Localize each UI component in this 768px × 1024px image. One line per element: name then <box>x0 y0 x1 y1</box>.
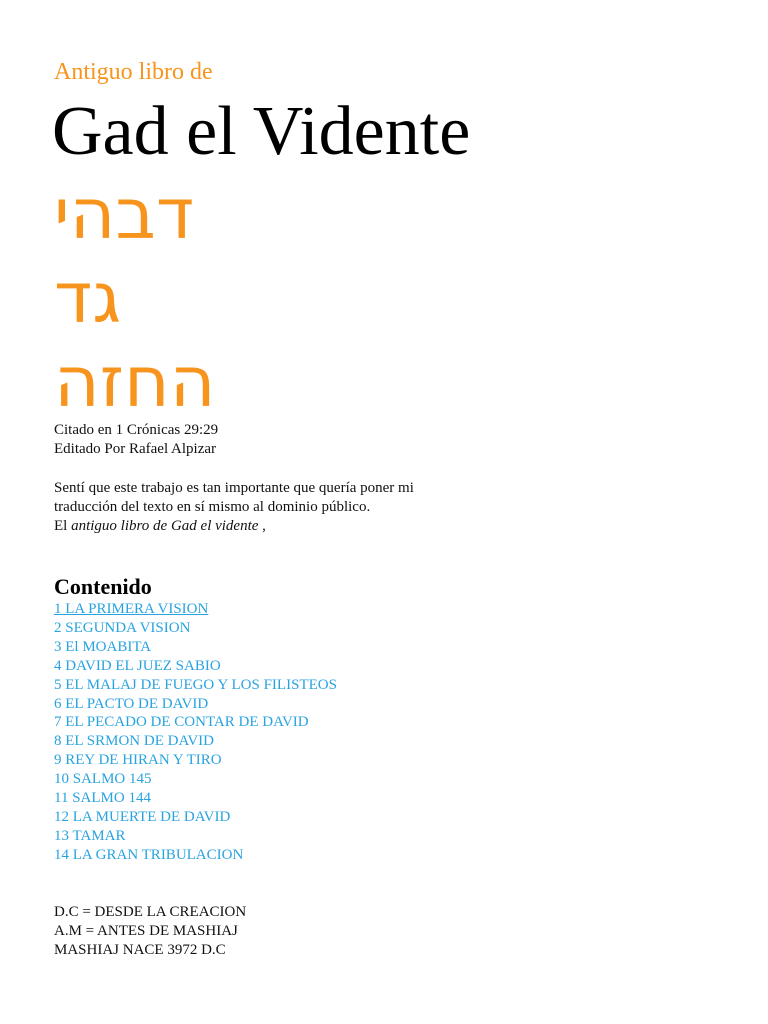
hebrew-title-block <box>54 172 734 424</box>
citation-block <box>54 421 734 459</box>
abbreviations-block <box>54 903 734 960</box>
citation-text: Citado en 1 Crónicas 29:29 <box>54 422 219 438</box>
table-of-contents <box>54 600 734 865</box>
hebrew-line-2: גד <box>54 257 122 339</box>
toc-link-6[interactable]: 6 EL PACTO DE DAVID <box>54 695 209 712</box>
abbreviation-mashiaj-birth: MASHIAJ NACE 3972 D.C <box>54 941 226 958</box>
toc-link-3[interactable]: 3 El MOABITA <box>54 638 152 655</box>
toc-link-4[interactable]: 4 DAVID EL JUEZ SABIO <box>54 657 221 674</box>
toc-link-8[interactable]: 8 EL SRMON DE DAVID <box>54 733 215 750</box>
toc-link-5[interactable]: 5 EL MALAJ DE FUEGO Y LOS FILISTEOS <box>54 676 337 693</box>
book-title: Gad el Vidente <box>52 93 471 170</box>
abbreviation-am: A.M = ANTES DE MASHIAJ <box>54 922 238 939</box>
toc-link-9[interactable]: 9 REY DE HIRAN Y TIRO <box>54 752 222 769</box>
toc-link-13[interactable]: 13 TAMAR <box>54 827 126 844</box>
toc-link-2[interactable]: 2 SEGUNDA VISION <box>54 619 191 636</box>
intro-line-3-prefix: El <box>54 518 72 534</box>
editor-text: Editado Por Rafael Alpizar <box>54 441 217 457</box>
intro-book-name: antiguo libro de Gad el vidente <box>71 518 259 534</box>
toc-link-14[interactable]: 14 LA GRAN TRIBULACION <box>54 846 244 863</box>
intro-line-1: Sentí que este trabajo es tan importante que quería poner mi <box>54 480 414 496</box>
book-subtitle: Antiguo libro de <box>54 59 213 85</box>
toc-link-1[interactable]: 1 LA PRIMERA VISION <box>54 601 209 617</box>
intro-line-3-suffix: , <box>258 518 266 534</box>
toc-heading: Contenido <box>54 574 152 599</box>
document-page <box>54 56 734 960</box>
toc-link-11[interactable]: 11 SALMO 144 <box>54 790 151 807</box>
hebrew-line-3: החזה <box>54 341 216 423</box>
intro-line-3 <box>54 517 734 536</box>
toc-link-10[interactable]: 10 SALMO 145 <box>54 771 152 788</box>
toc-link-7[interactable]: 7 EL PECADO DE CONTAR DE DAVID <box>54 714 309 731</box>
intro-line-2: traducción del texto en sí mismo al dominio público. <box>54 499 371 515</box>
intro-paragraph <box>54 479 734 536</box>
hebrew-line-1: דבהי <box>54 173 195 255</box>
abbreviation-dc: D.C = DESDE LA CREACION <box>54 903 247 920</box>
toc-link-12[interactable]: 12 LA MUERTE DE DAVID <box>54 808 231 825</box>
